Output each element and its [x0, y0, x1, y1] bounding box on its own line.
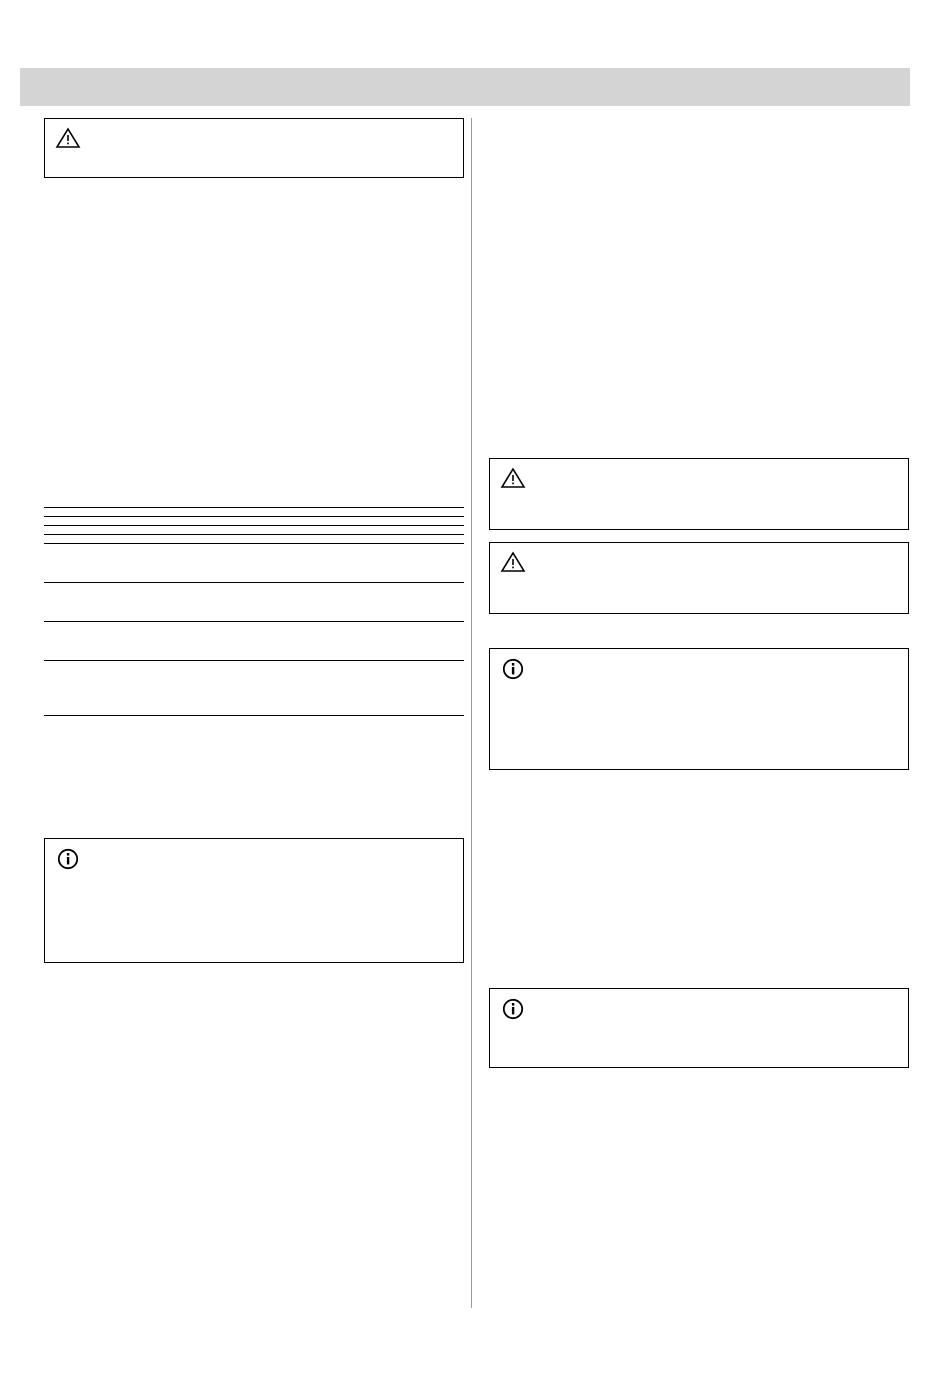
table-cell-4-2	[254, 544, 464, 583]
left-column	[44, 118, 464, 975]
right-paragraph-7	[489, 370, 909, 402]
right-paragraph-11	[489, 896, 909, 932]
info-callout-right-2	[489, 988, 909, 1068]
information-icon	[500, 997, 526, 1019]
specification-table	[44, 507, 464, 716]
warning-callout-right-2	[489, 542, 909, 614]
table-row	[44, 535, 464, 544]
table-row	[44, 517, 464, 526]
right-paragraph-1	[489, 118, 909, 150]
right-paragraph-13	[489, 1080, 909, 1116]
table-header-row	[44, 508, 464, 517]
info-callout-left-head	[55, 847, 453, 871]
table-cell-5-1	[44, 583, 254, 622]
table-cell-2-2	[254, 526, 464, 535]
page-body	[0, 118, 950, 1308]
table-cell-7-2	[254, 661, 464, 716]
warning-triangle-icon	[500, 467, 526, 489]
table-cell-2-1	[44, 526, 254, 535]
table-cell-6-2	[254, 622, 464, 661]
left-spacer-1	[44, 190, 464, 212]
left-paragraph-1	[44, 212, 464, 242]
right-paragraph-2	[489, 160, 909, 192]
left-paragraph-9	[44, 788, 464, 828]
right-spacer-1	[489, 626, 909, 648]
information-icon	[500, 657, 526, 679]
table-row	[44, 526, 464, 535]
right-paragraph-9	[489, 804, 909, 840]
table-row	[44, 622, 464, 661]
table-column-header-2	[254, 508, 464, 517]
right-paragraph-10	[489, 850, 909, 886]
table-row	[44, 583, 464, 622]
warning-triangle-icon	[55, 127, 81, 149]
warning-callout-top	[44, 118, 464, 178]
right-paragraph-3	[489, 202, 909, 234]
table-row	[44, 661, 464, 716]
column-divider	[471, 118, 472, 1308]
left-paragraph-4	[44, 332, 464, 362]
table-cell-3-2	[254, 535, 464, 544]
table-cell-7-1	[44, 661, 254, 716]
info-callout-left	[44, 838, 464, 963]
right-paragraph-8	[489, 412, 909, 448]
table-cell-1-2	[254, 517, 464, 526]
left-paragraph-2	[44, 252, 464, 282]
right-column	[489, 118, 909, 1126]
info-callout-right-1	[489, 648, 909, 770]
left-paragraph-3	[44, 292, 464, 322]
warning-triangle-icon	[500, 551, 526, 573]
page-header-band	[20, 68, 910, 106]
specification-table-head	[44, 508, 464, 517]
warning-callout-right-1-head	[500, 467, 898, 491]
info-callout-right-1-head	[500, 657, 898, 681]
warning-callout-top-head	[55, 127, 453, 151]
warning-callout-right-2-head	[500, 551, 898, 575]
left-paragraph-7	[44, 452, 464, 497]
info-callout-right-2-head	[500, 997, 898, 1021]
specification-table-body	[44, 517, 464, 716]
warning-callout-right-1	[489, 458, 909, 530]
left-spacer-2	[44, 716, 464, 738]
table-cell-1-1	[44, 517, 254, 526]
table-cell-4-1	[44, 544, 254, 583]
right-paragraph-4	[489, 244, 909, 276]
table-row	[44, 544, 464, 583]
left-paragraph-6	[44, 412, 464, 442]
table-column-header-1	[44, 508, 254, 517]
information-icon	[55, 847, 81, 869]
table-cell-5-2	[254, 583, 464, 622]
left-paragraph-5	[44, 372, 464, 402]
right-paragraph-12	[489, 942, 909, 978]
left-paragraph-8	[44, 738, 464, 778]
right-paragraph-6	[489, 328, 909, 360]
table-cell-6-1	[44, 622, 254, 661]
right-spacer-2	[489, 782, 909, 804]
table-cell-3-1	[44, 535, 254, 544]
right-paragraph-5	[489, 286, 909, 318]
